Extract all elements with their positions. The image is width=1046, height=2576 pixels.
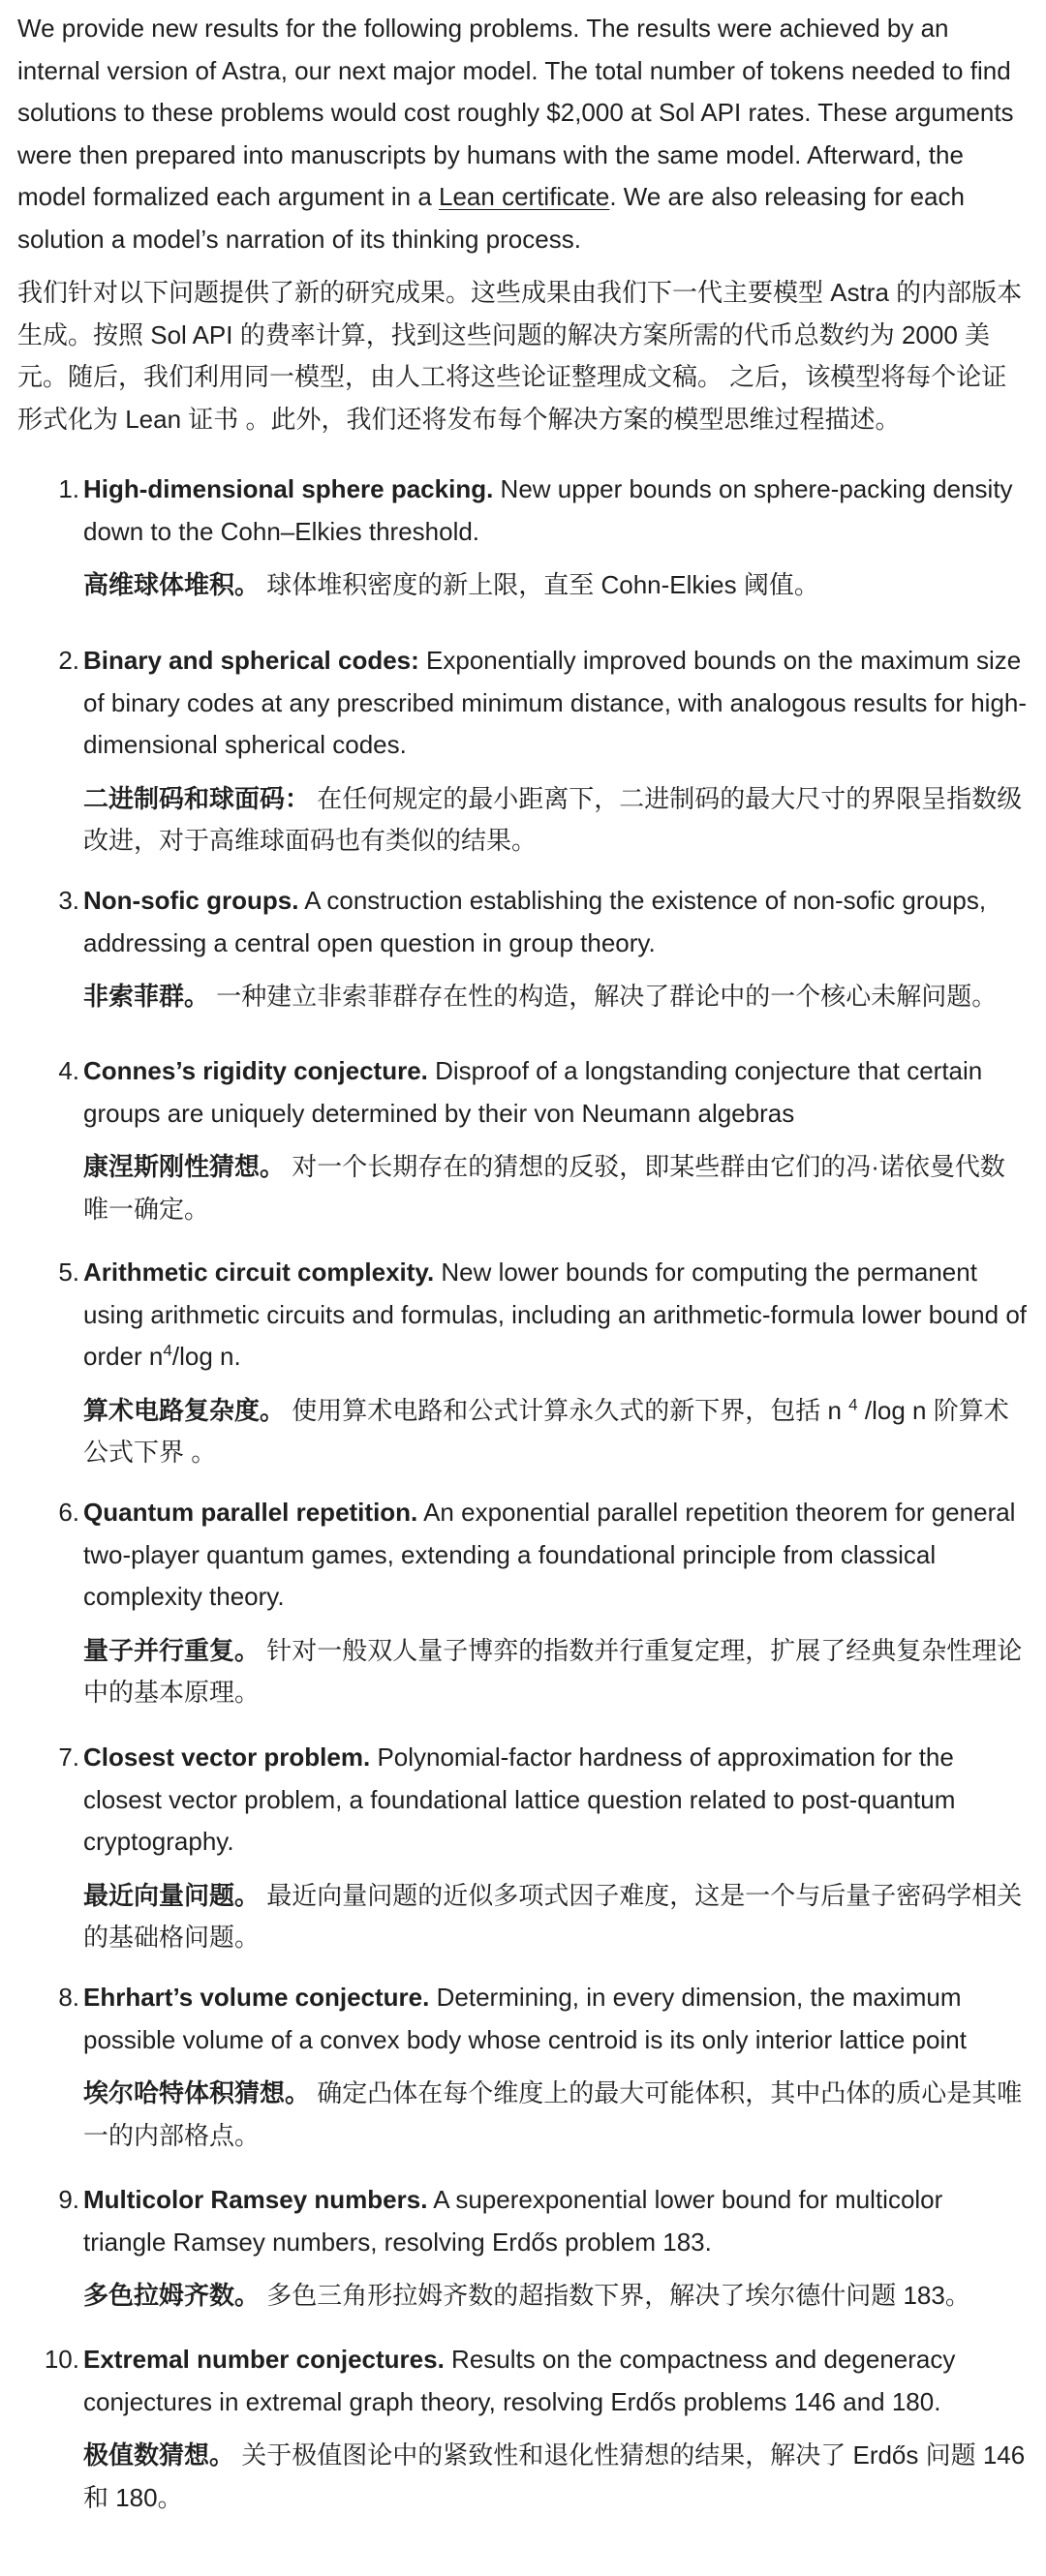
item-body [83, 880, 1029, 1018]
item-chinese [83, 1630, 1029, 1714]
item-body [83, 1977, 1029, 2157]
item-chinese-title: 算术电路复杂度。 [83, 1395, 286, 1425]
item-chinese [83, 2073, 1029, 2157]
item-chinese-description: 针对一般双人量子博弈的指数并行重复定理，扩展了经典复杂性理论中的基本原理。 [83, 1635, 1023, 1707]
item-title: Extremal number conjectures. [83, 2345, 445, 2374]
item-number: 4. [58, 1056, 79, 1085]
item-chinese [83, 564, 1029, 607]
item-description: An exponential parallel repetition theorem for general two-player quantum games, extending a foundational principle from classical complexity theory. [83, 1498, 1016, 1611]
exponent: 4 [848, 1394, 858, 1413]
intro-english [17, 8, 1029, 260]
item-chinese-title: 埃尔哈特体积猜想。 [83, 2078, 311, 2107]
item-description: Polynomial-factor hardness of approximation for the closest vector problem, a foundational lattice question related to post-quantum cryptography. [83, 1743, 956, 1856]
item-title: Multicolor Ramsey numbers. [83, 2185, 428, 2214]
item-chinese-description: 球体堆积密度的新上限，直至 Cohn-Elkies 阈值。 [266, 570, 819, 599]
item-english [83, 1252, 1029, 1379]
item-description-end: /log n. [171, 1342, 241, 1371]
item-english [83, 1492, 1029, 1619]
item-chinese-title: 极值数猜想。 [83, 2440, 235, 2470]
item-chinese [83, 1875, 1029, 1959]
item-chinese [83, 976, 1029, 1018]
item-chinese-title: 最近向量问题。 [83, 1880, 261, 1910]
item-english [83, 1050, 1029, 1135]
item-number: 1. [58, 474, 79, 503]
item-description: Exponentially improved bounds on the maximum size of binary codes at any prescribed minimum distance, with analogous results for high-dimensional spherical codes. [83, 646, 1028, 759]
item-title: Binary and spherical codes: [83, 646, 419, 675]
intro-english-text-2: . We are also releasing for each solution a model’s narration of its thinking process. [17, 182, 965, 254]
item-english [83, 2339, 1029, 2423]
item-body [83, 1492, 1029, 1714]
item-description: Disproof of a longstanding conjecture that certain groups are uniquely determined by their von Neumann algebras [83, 1056, 983, 1128]
item-english [83, 1737, 1029, 1864]
item-description: Results on the compactness and degeneracy conjectures in extremal graph theory, resolving Erdős problems 146 and 180. [83, 2345, 956, 2416]
lean-certificate-link[interactable]: Lean certificate [439, 182, 610, 211]
item-number: 3. [58, 886, 79, 915]
item-chinese-title: 二进制码和球面码： [83, 783, 311, 813]
item-title: Arithmetic circuit complexity. [83, 1258, 435, 1287]
item-number: 2. [58, 646, 79, 675]
item-description: Determining, in every dimension, the maximum possible volume of a convex body whose centroid is its only interior lattice point [83, 1983, 967, 2054]
item-english [83, 469, 1029, 553]
item-title: Ehrhart’s volume conjecture. [83, 1983, 430, 2012]
item-chinese [83, 1146, 1029, 1230]
item-chinese-description: 一种建立非索菲群存在性的构造，解决了群论中的一个核心未解问题。 [216, 982, 998, 1011]
item-description: A superexponential lower bound for multicolor triangle Ramsey numbers, resolving Erdős problem 183. [83, 2185, 943, 2257]
item-number: 6. [58, 1498, 79, 1527]
item-chinese-title: 康涅斯刚性猜想。 [83, 1152, 286, 1181]
item-chinese [83, 1390, 1029, 1474]
item-number: 8. [58, 1983, 79, 2012]
intro-english-text-1: We provide new results for the following problems. The results were achieved by an internal version of Astra, our next major model. The total number of tokens needed to find solutions to these problems would cost roughly $2,000 at Sol API rates. These arguments were then prepared into manuscripts by humans with the same model. Afterward, the model formalized each argument in a [17, 14, 1014, 211]
item-number: 10. [44, 2345, 79, 2374]
item-title: High-dimensional sphere packing. [83, 474, 494, 503]
item-chinese-description: 在任何规定的最小距离下，二进制码的最大尺寸的界限呈指数级改进，对于高维球面码也有类似的结果。 [83, 783, 1023, 855]
item-chinese-description: 多色三角形拉姆齐数的超指数下界，解决了埃尔德什问题 183。 [266, 2281, 970, 2310]
item-chinese-title: 非索菲群。 [83, 982, 210, 1011]
item-chinese-title: 高维球体堆积。 [83, 570, 261, 599]
item-title: Quantum parallel repetition. [83, 1498, 418, 1527]
item-description: A construction establishing the existence of non-sofic groups, addressing a central open question in group theory. [83, 886, 987, 957]
item-number: 5. [58, 1258, 79, 1287]
item-chinese-description: 关于极值图论中的紧致性和退化性猜想的结果，解决了 Erdős 问题 146 和 180。 [83, 2440, 1026, 2512]
item-english [83, 2179, 1029, 2263]
item-chinese-description: 最近向量问题的近似多项式因子难度，这是一个与后量子密码学相关的基础格问题。 [83, 1880, 1023, 1952]
item-chinese [83, 778, 1029, 863]
item-chinese [83, 2435, 1029, 2519]
item-description: New lower bounds for computing the permanent using arithmetic circuits and formulas, including an arithmetic-formula lower bound of order n [83, 1258, 1027, 1371]
item-title: Closest vector problem. [83, 1743, 371, 1772]
item-chinese-title: 多色拉姆齐数。 [83, 2281, 261, 2310]
item-number: 7. [58, 1743, 79, 1772]
item-body [83, 2339, 1029, 2519]
intro-chinese: 我们针对以下问题提供了新的研究成果。这些成果由我们下一代主要模型 Astra 的内部版本生成。按照 Sol API 的费率计算，找到这些问题的解决方案所需的代币总数约为 2000 美元。随后，我们利用同一模型，由人工将这些论证整理成文稿。 之后，该模型将每个论证形式化为 Lean 证书 。此外，我们还将发布每个解决方案的模型思维过程描述。 [17, 278, 1023, 434]
item-body [83, 2179, 1029, 2318]
item-english [83, 640, 1029, 767]
exponent: 4 [163, 1341, 172, 1360]
item-description: New upper bounds on sphere-packing density down to the Cohn–Elkies threshold. [83, 474, 1013, 546]
item-number: 9. [58, 2185, 79, 2214]
item-body [83, 1737, 1029, 1959]
item-chinese [83, 2275, 1029, 2318]
item-chinese-description: 使用算术电路和公式计算永久式的新下界，包括 n [292, 1395, 842, 1425]
item-chinese-description: 确定凸体在每个维度上的最大可能体积，其中凸体的质心是其唯一的内部格点。 [83, 2078, 1023, 2150]
item-chinese-description-end: /log n 阶算术公式下界 。 [83, 1395, 1009, 1467]
item-body [83, 640, 1029, 863]
item-chinese-title: 量子并行重复。 [83, 1635, 261, 1665]
item-body [83, 1252, 1029, 1474]
item-body [83, 469, 1029, 607]
item-chinese-description: 对一个长期存在的猜想的反驳，即某些群由它们的冯·诺依曼代数唯一确定。 [83, 1152, 1005, 1224]
item-title: Non-sofic groups. [83, 886, 299, 915]
item-english [83, 880, 1029, 964]
item-title: Connes’s rigidity conjecture. [83, 1056, 428, 1085]
item-body [83, 1050, 1029, 1230]
item-english [83, 1977, 1029, 2061]
